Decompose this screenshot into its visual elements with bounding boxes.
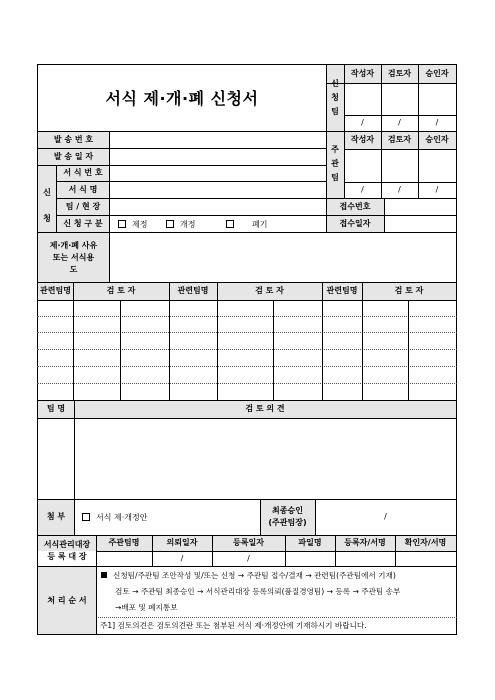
option-revise[interactable]: 개정: [166, 220, 195, 229]
opinion-team-label: 팀 명: [46, 404, 66, 413]
apply-type-label: 신 청 구 분: [63, 219, 103, 228]
receipt-date-label: 접수일자: [339, 219, 371, 228]
applicant-approver-date[interactable]: /: [435, 118, 439, 127]
owner-writer-header: 작성자: [350, 135, 375, 144]
owner-writer-sign-field[interactable]: [344, 149, 381, 182]
applicant-writer-date[interactable]: /: [361, 118, 364, 127]
ledger-registrant-field[interactable]: [336, 552, 395, 566]
abolish-checkbox[interactable]: [226, 220, 234, 228]
receipt-no-label: 접수번호: [339, 202, 371, 211]
team-site-label: 팀 / 현 장: [65, 202, 101, 211]
ledger-confirmer-field[interactable]: [396, 552, 456, 566]
applicant-reviewer-header: 검토자: [387, 69, 412, 78]
applicant-writer-header: 작성자: [350, 69, 375, 78]
ledger-register-date-field[interactable]: /: [247, 554, 250, 563]
review-team-header-2: 관련팀명: [177, 286, 209, 295]
process-note: 주1] 검토의견은 검토의견란 또는 첨부된 서식 제·개정안에 기재하시기 바랍니다.: [100, 621, 367, 630]
ledger-request-date-field[interactable]: /: [180, 554, 184, 563]
ledger-registrant-header: 등록자/서명: [344, 538, 386, 547]
reason-label: 제·개·폐 사유 또는 서식용 도: [49, 241, 98, 274]
send-date-label: 발 송 일 자: [53, 152, 94, 161]
ledger-file-name-header: 파일명: [298, 538, 322, 547]
opinion-label: 검 토 의 견: [245, 404, 285, 413]
reviewer-header-3: 검 토 자: [394, 286, 424, 295]
ledger-request-date-header: 의뢰일자: [166, 538, 198, 547]
bullet-square-icon: [101, 572, 107, 578]
attach-checkbox[interactable]: [82, 513, 90, 521]
process-label: 처 리 순 서: [47, 596, 87, 605]
review-team-header-3: 관련팀명: [326, 286, 358, 295]
applicant-reviewer-date[interactable]: /: [398, 118, 401, 127]
owner-approver-sign-field[interactable]: [418, 149, 456, 182]
receipt-date-field[interactable]: [385, 216, 456, 232]
applicant-writer-sign-field[interactable]: [344, 83, 381, 115]
final-approval-label: 최종승인 (주관팀장): [268, 506, 307, 527]
applicant-approver-sign-field[interactable]: [418, 83, 456, 115]
review-team-header-1: 관련팀명: [40, 286, 71, 295]
owner-reviewer-date[interactable]: /: [398, 185, 401, 194]
send-no-field[interactable]: [110, 132, 326, 148]
final-approval-field[interactable]: /: [384, 512, 387, 521]
reason-field[interactable]: [110, 233, 456, 282]
ledger-label: 서식관리대장 등 록 대 장: [43, 540, 91, 561]
ledger-register-date-header: 등록일자: [233, 538, 264, 547]
option-enact[interactable]: 제정: [118, 220, 147, 229]
form-no-label: 서 식 번 호: [63, 168, 103, 177]
receipt-no-field[interactable]: [385, 199, 456, 215]
ledger-confirmer-header: 확인자/서명: [404, 538, 447, 547]
owner-reviewer-header: 검토자: [387, 135, 412, 144]
process-line-1: 신청팀/주관팀 조안작성 및/또는 신청 → 주관팀 접수/결재 → 관련팀(주관팀에서 기재): [101, 572, 396, 580]
ledger-owner-team-header: 주관팀명: [108, 538, 140, 547]
form-name-label: 서 식 명: [68, 185, 98, 194]
reviewer-header-1: 검 토 자: [106, 286, 136, 295]
owner-approval-label: 주 관 팀: [331, 145, 339, 182]
revise-checkbox[interactable]: [166, 220, 174, 228]
review-table-body[interactable]: [38, 301, 456, 400]
team-site-field[interactable]: [110, 199, 326, 215]
owner-writer-date[interactable]: /: [361, 185, 364, 194]
owner-reviewer-sign-field[interactable]: [381, 149, 418, 182]
option-abolish[interactable]: 폐기: [226, 220, 267, 229]
attach-label: 첨 부: [46, 512, 66, 521]
form-no-field[interactable]: [110, 166, 326, 181]
opinion-field[interactable]: [75, 419, 456, 499]
applicant-approval-label: 신 청 팀: [331, 79, 339, 116]
reviewer-header-2: 검 토 자: [255, 286, 284, 295]
applicant-reviewer-sign-field[interactable]: [381, 83, 418, 115]
ledger-owner-team-field[interactable]: [97, 552, 152, 566]
form-name-field[interactable]: [110, 182, 326, 198]
form-title: 서식 제·개·폐 신청서: [105, 89, 259, 108]
apply-group-label: 신 청: [43, 188, 51, 223]
process-line-3: →배포 및 폐지통보: [115, 603, 178, 612]
send-date-field[interactable]: [110, 149, 326, 165]
owner-approver-header: 승인자: [425, 135, 449, 144]
applicant-approver-header: 승인자: [425, 69, 449, 78]
process-line-2: 검토 → 주관팀 최종승인 → 서식관리대장 등록의뢰(품질경영팀) → 등록 → 주관팀 송부: [115, 587, 401, 596]
ledger-file-name-field[interactable]: [286, 552, 335, 566]
enact-checkbox[interactable]: [118, 220, 126, 228]
owner-approver-date[interactable]: /: [435, 185, 439, 194]
attach-item[interactable]: 서식 제·개정안: [82, 513, 147, 522]
send-no-label: 발 송 번 호: [53, 135, 94, 144]
